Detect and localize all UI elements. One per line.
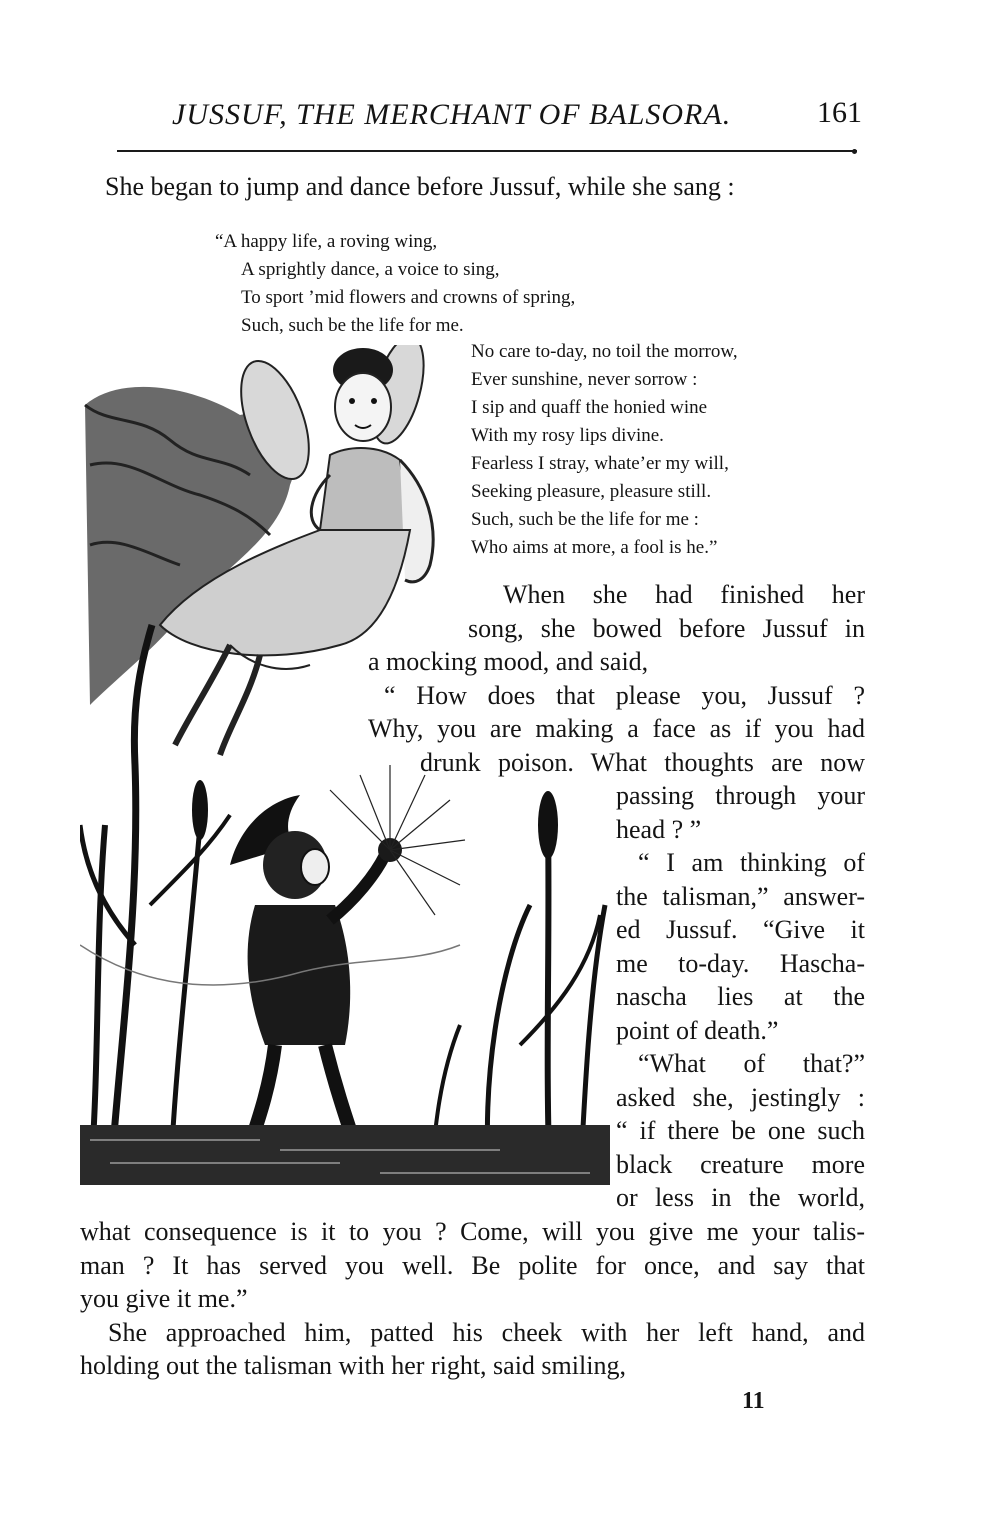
signature-mark: 11 (742, 1388, 765, 1414)
text-line: passing through your (616, 781, 865, 810)
verse-line: “A happy life, a roving wing, (215, 231, 438, 252)
text-line: song, she bowed before Jussuf in (468, 613, 865, 643)
header-rule (117, 150, 857, 152)
header-rule-ornament (852, 149, 857, 154)
paragraph-text (384, 679, 865, 713)
text-line: man ? It has served you well. Be polite for once, and say that (80, 1250, 865, 1280)
text-line: the talisman,” answer- (616, 881, 865, 911)
text-line: “ How does that please you, Jussuf ? (384, 680, 865, 710)
text-line: what consequence is it to you ? Come, will you give me your talis- (80, 1217, 865, 1246)
verse-line: No care to-day, no toil the morrow, (471, 341, 738, 362)
opening-line: She began to jump and dance before Jussuf, while she sang : (105, 172, 735, 201)
text-line: me to-day. Hascha- (616, 948, 865, 978)
paragraph-text (368, 712, 865, 746)
text-line: you give it me.” (80, 1284, 248, 1313)
narrow-text-column (616, 779, 865, 1215)
full-width-paragraph (80, 1215, 865, 1383)
running-header (80, 98, 866, 138)
verse-line: Ever sunshine, never sorrow : (471, 369, 698, 390)
page-number: 161 (817, 96, 862, 129)
text-line: holding out the talisman with her right, said smiling, (80, 1351, 626, 1380)
text-line: Why, you are making a face as if you had (368, 714, 865, 743)
paragraph-text (468, 612, 865, 646)
verse-line: To sport ’mid flowers and crowns of spring, (241, 287, 576, 308)
text-line: ed Jussuf. “Give it (616, 915, 865, 944)
text-line: drunk poison. What thoughts are now (420, 747, 865, 777)
text-line: “ I am thinking of (638, 848, 865, 877)
verse-line: A sprightly dance, a voice to sing, (241, 259, 500, 280)
verse-line: I sip and quaff the honied wine (471, 397, 708, 418)
verse-line: Such, such be the life for me. (241, 315, 464, 336)
text-line: “ if there be one such (616, 1116, 865, 1145)
paragraph-text (420, 746, 865, 780)
verse-line: Such, such be the life for me : (471, 509, 699, 530)
verse-line: Who aims at more, a fool is he.” (471, 537, 718, 558)
text-line: point of death.” (616, 1015, 779, 1045)
text-line: She approached him, patted his cheek with her left hand, and (108, 1317, 865, 1347)
running-title: JUSSUF, THE MERCHANT OF BALSORA. (172, 98, 732, 131)
song-verse-part-1 (215, 228, 575, 340)
paragraph-text (503, 578, 865, 612)
text-line: When she had finished her (503, 580, 865, 609)
verse-line: With my rosy lips divine. (471, 425, 664, 446)
text-line: asked she, jestingly : (616, 1082, 865, 1112)
text-line: a mocking mood, and said, (368, 647, 649, 676)
text-line: or less in the world, (616, 1183, 865, 1212)
text-line: nascha lies at the (616, 982, 865, 1011)
text-line: black creature more (616, 1149, 865, 1179)
paragraph-text (368, 645, 648, 679)
text-line: “What of that?” (638, 1049, 865, 1078)
verse-line: Fearless I stray, whate’er my will, (471, 453, 729, 474)
verse-line: Seeking pleasure, pleasure still. (471, 481, 712, 502)
text-line: head ? ” (616, 814, 702, 844)
